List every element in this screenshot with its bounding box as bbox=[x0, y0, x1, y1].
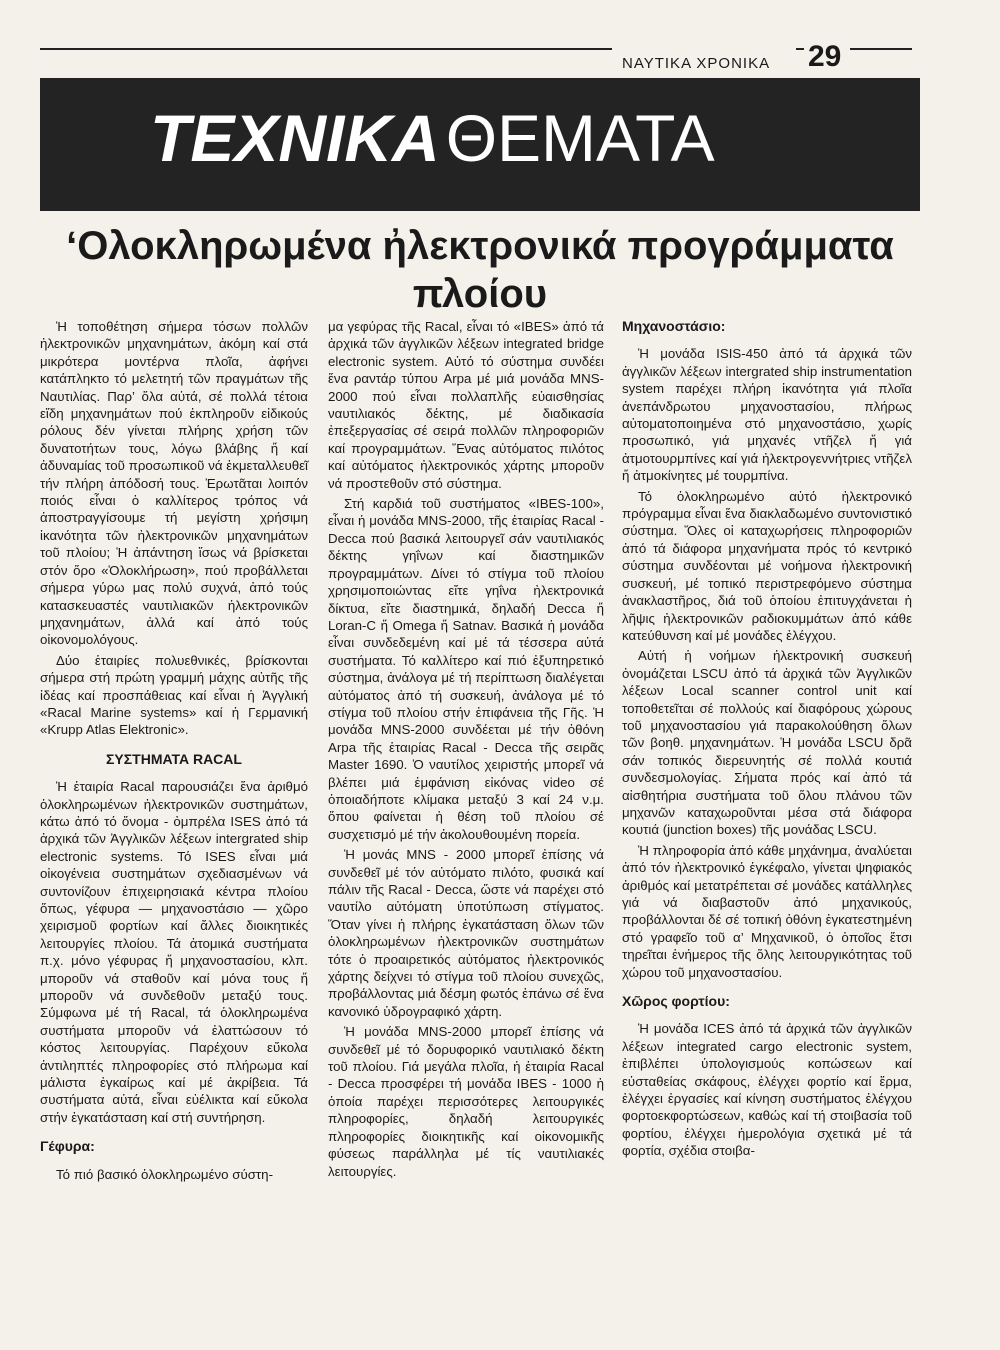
header-rule-left bbox=[40, 48, 612, 50]
page-number: 29 bbox=[808, 40, 842, 73]
section-title-light: ΘΕΜΑΤΑ bbox=[445, 101, 715, 175]
paragraph: Στή καρδιά τοῦ συστήματος «IBES-100», εἶναι ἡ μονάδα MNS-2000, τῆς ἑταιρίας Racal - Decca πού βασικά λειτουργεῖ σάν ναυτιλιακός δέκτης γηΐνων καί διαστημικῶν προγραμμάτων. Δίνει τό στίγμα τοῦ πλοίου χρησιμοποιώντας εἴτε γηΐνα ἠλεκτρονικά δίκτυα, εἴτε διαστημικά, δηλαδή Decca ἤ Loran-C ἤ Omega ἤ Satnav. Βασικά ἡ μονάδα εἶναι συνδεδεμένη καί μέ τά τέσσερα αὐτά συστήματα. Τό καλλίτερο καί πιό ἐξυπηρετικό σύστημα, ἀνάλογα μέ τή περίπτωση διαλέγεται αὐτόματος ἀπό τή συσκευή, ἀνάλογα μέ τό στίγμα τοῦ πλοίου στήν ἐπιφάνεια τῆς Γῆς. Ἡ μονάδα MNS-2000 συνδέεται μέ τήν ὀθόνη Arpa τῆς ἑταιρίας Racal - Decca τῆς σειρᾶς Master 1690. Ὁ ναυτίλος χειριστής μπορεῖ νά βλέπει μιά ἐμφάνιση εἰκόνας video σέ ὁποιαδήποτε κλίμακα μεταξύ 3 καί 24 ν.μ. ὅπου φαίνεται ἡ θέση τοῦ πλοίου σέ συσχετισμό μέ τήν ἀκολουθουμένη πορεία. bbox=[328, 496, 604, 842]
paragraph: Τό ὁλοκληρωμένο αὐτό ἠλεκτρονικό πρόγραμμα εἶναι ἕνα διακλαδωμένο συντονιστικό σύστημα. Ὅλες οἱ καταχωρήσεις πληροφοριῶν ἀπό τά διάφορα μηχανήματα πρός τό κεντρικό σύστημα συνδέονται μέ νοήμονα ἠλεκτρονική συσκευή, μέ τοπικό περιστρεφόμενο σύστημα ἀνακλαστῆρος, διά τοῦ ὁποίου ἐπιτυγχάνεται ἡ λῆψις ἠλεκτρονικῶν ραδιοκυμμάτων ἀπό κάθε κατεύθυνση καί μέ μονάδες ἐλέγχου. bbox=[622, 488, 912, 643]
paragraph: Ἡ μονάδα ISIS-450 ἀπό τά ἀρχικά τῶν ἀγγλικῶν λέξεων intergrated ship instrumentation system παρέχει πλήρη ἱκανότητα γιά πλοῖα ἀνεπάνδρωτου μηχανοστασίου, πλήρως αὐτοματοποιημένα στό μηχανοστάσιο, χωρίς προσωπικό, γιά μηχανές ντῆζελ ἤ γιά ἀτμοτουρμπίνες καί γιά ἠλεκτρογεννήτριες ντῆζελ ἤ ἀτμοκίνητες μέ τουρμπίνα. bbox=[622, 346, 912, 484]
column-2 bbox=[328, 318, 604, 1183]
article-title: ‘Ολοκληρωμένα ἠλεκτρονικά προγράμματα πλοίου bbox=[66, 224, 894, 316]
paragraph: Ἡ μονάδα MNS-2000 μπορεῖ ἐπίσης νά συνδεθεῖ μέ τό δορυφορικό ναυτιλιακό δέκτη τοῦ πλοίου. Γιά μεγάλα πλοῖα, ἡ ἑταιρία Racal - Decca προσφέρει τή μονάδα IBES - 1000 ἡ ὁποία παρέχει περισσότερες λειτουργικές πληροφορίες, δηλαδή λειτουργικές πληροφορίες διοικητικῆς καί οἰκονομικῆς φύσεως παράλληλα μέ τίς ναυτιλιακές λειτουργίες. bbox=[328, 1024, 604, 1179]
magazine-name: ΝΑΥΤΙΚΑ ΧΡΟΝΙΚΑ bbox=[622, 55, 771, 72]
paragraph: Αὐτή ἡ νοήμων ἠλεκτρονική συσκευή ὀνομάζεται LSCU ἀπό τά ἀρχικά τῶν Ἀγγλικῶν λέξεων Local scanner control unit καί τοποθετεῖται σέ πολλούς καί διαφόρους χώρους τοῦ μηχανοστασίου γιά παρακολούθηση ὅλων τῶν βοηθ. μηχανημάτων. Ἡ μονάδα LSCU δρᾶ σάν τοπικός διερευνητής σέ πολλά κουτιά συνδεσμολογίας. Σήματα πρός καί ἀπό τά αἰσθητήρια συστήματα τοῦ ὅλου πλάνου τῶν μηχανῶν καταχωροῦνται μέσα στά διάφορα κουτιά (junction boxes) τῆς μονάδας LSCU. bbox=[622, 648, 912, 838]
paragraph: Δύο ἑταιρίες πολυεθνικές, βρίσκονται σήμερα στή πρώτη γραμμή μάχης αὐτῆς τῆς ἰδέας καί προσπάθειας καί εἶναι ἡ Ἀγγλική «Racal Marine systems» καί ἡ Γερμανική «Krupp Atlas Elektronic». bbox=[40, 652, 308, 738]
paragraph: Ἡ μονάς MNS - 2000 μπορεῖ ἐπίσης νά συνδεθεῖ μέ τόν αὐτόματο πιλότο, φυσικά καί πάλιν τῆς Racal - Decca, ὥστε νά παρέχει στό ναυτίλο αὐτόματη ὑποτύπωση στίγματος. Ὅταν γίνει ἡ πλήρης ἐγκατάσταση ὅλων τῶν ὁλοκληρωμένων ἠλεκτρονικῶν συστημάτων τότε ὁ προαιρετικός αὐτόματος ἠλεκτρονικός χάρτης δείχνει τό στίγμα τοῦ πλοίου συνεχῶς, προβάλλοντας μιά δέσμη φωτός ἐπάνω σέ ἕνα κανονικό ὑδρογραφικό χάρτη. bbox=[328, 847, 604, 1019]
subheading-cargo: Χῶρος φορτίου: bbox=[622, 993, 730, 1010]
subheading-bridge: Γέφυρα: bbox=[40, 1138, 95, 1155]
section-title-bold: ΤΕΧΝΙΚΑ bbox=[150, 101, 440, 175]
section-banner bbox=[40, 78, 920, 211]
column-3 bbox=[622, 318, 912, 1163]
subheading-engine-room: Μηχανοστάσιο: bbox=[622, 318, 726, 334]
paragraph: μα γεφύρας τῆς Racal, εἶναι τό «IBES» ἀπό τά ἀρχικά τῶν ἀγγλικῶν λέξεων integrated bridge electronic system. Αὐτό τό σύστημα συνδέει ἕνα ραντάρ τύπου Arpa μέ μιά μονάδα MNS-2000 πού εἶναι πολλαπλῆς εὐαισθησίας ναυτιλιακός δέκτης, μέ διαδικασία ἐπεξεργασίας σέ σειρά πολλῶν πληροφοριῶν καί προγραμμάτων. Ἕνας αὐτόματος πιλότος καί αὐτόματος ἠλεκτρονικός χάρτης μποροῦν νά προστεθοῦν στό σύστημα. bbox=[328, 319, 604, 491]
header-rule-right bbox=[850, 48, 912, 50]
header-rule-mid bbox=[796, 48, 804, 50]
paragraph: Ἡ μονάδα ICES ἀπό τά ἀρχικά τῶν ἀγγλικῶν λέξεων integrated cargo electronic system, ἐπιβλέπει ὑπολογισμούς κοπώσεων καί εὐσταθείας σκάφους, ἐλέγχει φορτίο καί ἕρμα, ἐλέγχει ἐργασίες καί κίνηση συστήματος ἐλέγχου φορτοεκφορτώσεων, καθώς καί τή στοιβασία τοῦ φορτίου, ἐλέγχει ἡμερολόγια σχετικά μέ τά φορτία, σχέδια στοιβα- bbox=[622, 1021, 912, 1159]
paragraph: Ἡ τοποθέτηση σήμερα τόσων πολλῶν ἠλεκτρονικῶν μηχανημάτων, ἀκόμη καί στά μικρότερα μοντέρνα πλοῖα, ἀφήνει κατάπληκτο τό μελετητή τῶν πραγμάτων τῆς Ναυτιλίας. Παρ’ ὅλα αὐτά, σέ πολλά τέτοια εἴδη μηχανημάτων πού ἐκπληροῦν εἰδικούς ρόλους δέν γίνεται πλήρης χρήση τῶν δυνατοτήτων τους, λόγω βλάβης ἤ καί ἀδυναμίας τοῦ προσωπικοῦ νά ἐκμεταλλευθεῖ τήν πλήρη ἀπόδοσή τους. Ἐρωτᾶται λοιπόν ποιός εἶναι ὁ καλλίτερος τρόπος νά ἀποστραγγίσουμε τή μεγίστη χρήσιμη ἱκανότητα τῶν ἠλεκτρονικῶν μηχανημάτων τοῦ πλοίου; Ἡ ἀπάντηση ἴσως νά βρίσκεται στόν ὅρο «Ὁλοκλήρωση», πού προβάλλεται σήμερα γύρω μας πολύ συχνά, ἀπό τούς κατασκευαστές ναυτιλιακῶν ἠλεκτρονικῶν μηχανημάτων, ἀλλά καί ἀπό τούς οἰκονομολόγους. bbox=[40, 319, 308, 648]
section-title bbox=[150, 98, 715, 178]
column-1 bbox=[40, 318, 308, 1186]
paragraph: Τό πιό βασικό ὁλοκληρωμένο σύστη- bbox=[56, 1166, 274, 1182]
subheading-racal: ΣΥΣΤΗΜΑΤΑ RACAL bbox=[106, 750, 242, 767]
paragraph: Ἡ ἑταιρία Racal παρουσιάζει ἕνα ἀριθμό ὁλοκληρωμένων ἠλεκτρονικῶν συστημάτων, κάτω ἀπό τό ὄνομα - ὀμπρέλα ISES ἀπό τά ἀρχικά τῶν Ἀγγλικῶν λέξεων intergrated ship electronic systems. Τό ISES εἶναι μιά οἰκογένεια συστημάτων σχεδιασμένων νά συντονίζουν ἐπιχειρησιακά κέντρα πλοίου ὅπως, γέφυρα — μηχανοστάσιο — χῶρο χειρισμοῦ φορτίων καί ἄλλες διοικητικές λειτουργίες πλοίου. Τά ἀτομικά συστήματα π.χ. μόνο γέφυρας ἤ μηχανοστασίου, κλπ. μποροῦν νά σταθοῦν καί μόνα τους ἤ μποροῦν νά συνδεθοῦν μεταξύ τους. Σύμφωνα μέ τή Racal, τά ὁλοκληρωμένα συστήματα μποροῦν νά ἐλαττώσουν τό κόστος λειτουργίας. Παρέχουν εὔκολα ἀντιληπτές πληροφορίες στό πλήρωμα καί μάλιστα ἐγκαίρως καί μέ ἀκρίβεια. Τά συστήματα αὐτά, εἶναι εὐέλικτα καί εὔκολα στήν ἐγκατάσταση καί στή συντήρηση. bbox=[40, 779, 308, 1125]
paragraph: Ἡ πληροφορία ἀπό κάθε μηχάνημα, ἀναλύεται ἀπό τόν ἠλεκτρονικό ἐγκέφαλο, γίνεται ψηφιακός ἀριθμός καί μετατρέπεται σέ μονάδες κατάλληλες γιά νά διαβαστοῦν ἀπό μηχανικούς, προβάλλονται δέ σέ τοπική ὀθόνη ἐγκατεστημένη στό γραφεῖο τοῦ α’ Μηχανικοῦ, ὁ ὁποῖος ἔτσι τηρεῖται ἐνήμερος τῆς ὅλης λειτουργικότητας τοῦ χώρου τοῦ μηχανοστασίου. bbox=[622, 842, 912, 980]
